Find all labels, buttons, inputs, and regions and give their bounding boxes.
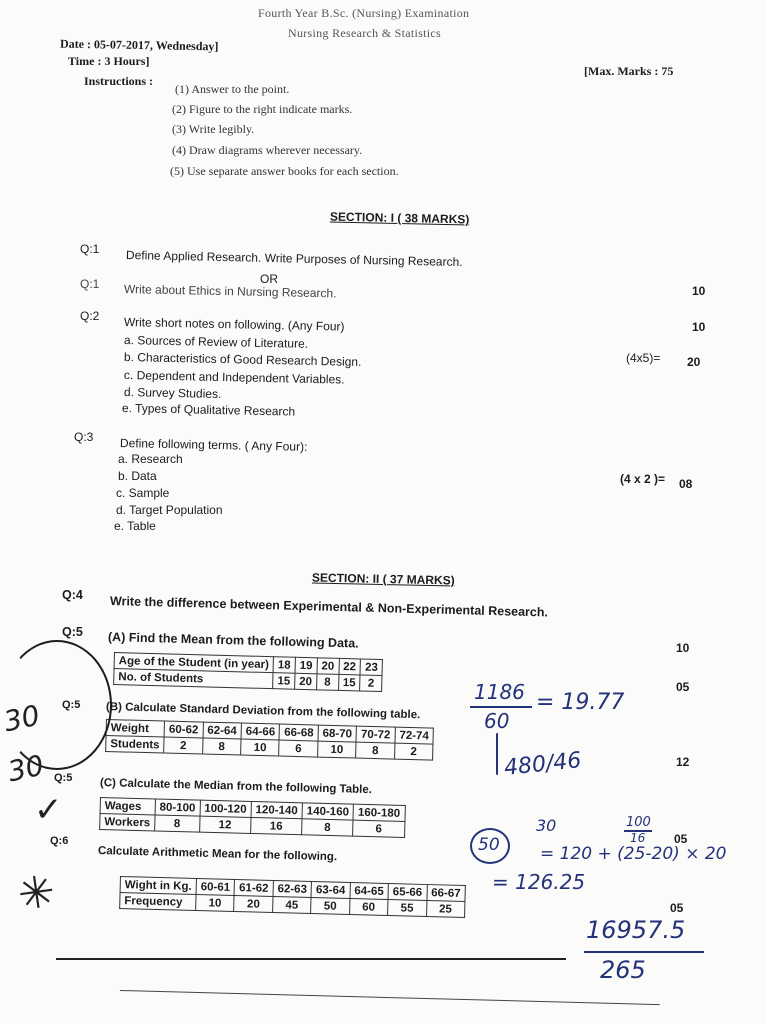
table-cell: 80-100 [155, 799, 200, 816]
hand-margin-30a: 30 [0, 698, 43, 739]
table-cell: 15 [338, 674, 360, 691]
q1-alt-text: Write about Ethics in Nursing Research. [123, 282, 337, 301]
table-cell: 12 [199, 816, 251, 833]
hand-q5c-top: 30 [536, 816, 557, 835]
exam-title: Fourth Year B.Sc. (Nursing) Examination [258, 6, 470, 20]
q4-text: Write the difference between Experimental & Non-Experimental Research. [109, 594, 549, 620]
q2-total: 20 [687, 355, 701, 369]
section-2-title: SECTION: II ( 37 MARKS) [311, 570, 455, 588]
bottom-rule [56, 958, 566, 960]
instruction-item: (1) Answer to the point. [175, 82, 290, 96]
q2-marks: 10 [692, 320, 706, 334]
table-cell: 8 [154, 815, 199, 832]
table-cell: 72-74 [395, 727, 434, 744]
q3-total: 08 [679, 477, 693, 491]
table-cell: 10 [241, 739, 280, 756]
table-cell: 2 [394, 743, 433, 760]
q3-item: c. Sample [116, 486, 170, 500]
table-label: Wight in Kg. [120, 877, 196, 895]
table-cell: 68-70 [318, 725, 357, 742]
table-cell: 19 [295, 657, 317, 674]
q4-marks: 10 [676, 641, 690, 655]
table-cell: 16 [250, 817, 302, 834]
table-cell: 20 [234, 896, 273, 913]
q5b-number: Q:5 [62, 699, 81, 711]
hand-q5a-fraction-bar [470, 706, 532, 708]
hand-q5a-numerator: 1186 [474, 680, 525, 704]
q2-item: c. Dependent and Independent Variables. [123, 368, 345, 387]
exam-time: Time : 3 Hours] [68, 54, 150, 68]
hand-star-icon: ✳ [14, 865, 59, 922]
table-cell: 60-61 [196, 879, 235, 896]
q2-item: e. Types of Qualitative Research [121, 401, 296, 419]
q1-or: OR [260, 272, 278, 286]
section-1-title: SECTION: I ( 38 MARKS) [329, 209, 470, 227]
hand-margin-30b: 30 [4, 748, 47, 789]
q5a-table [113, 652, 383, 692]
instruction-item: (2) Figure to the right indicate marks. [172, 102, 353, 116]
q5c-text: (C) Calculate the Median from the following Table. [99, 777, 373, 797]
hand-q6-fraction-bar [584, 951, 704, 953]
q6-table [119, 876, 466, 918]
q2-item: d. Survey Studies. [123, 385, 222, 402]
table-cell: 55 [388, 900, 427, 917]
table-cell: 120-140 [251, 801, 303, 818]
instruction-item: (5) Use separate answer books for each section. [170, 164, 399, 178]
table-cell: 60-62 [164, 721, 203, 738]
q5c-number: Q:5 [54, 772, 73, 784]
max-marks: [Max. Marks : 75 [584, 64, 674, 78]
table-cell: 64-65 [350, 883, 389, 900]
q5c-table [99, 797, 405, 838]
table-cell: 62-64 [203, 722, 242, 739]
hand-q5c-circle-text: 50 [478, 835, 500, 855]
table-cell: 64-66 [241, 723, 280, 740]
hand-q5a-denominator: 60 [484, 709, 510, 733]
table-cell: 2 [360, 675, 382, 692]
hand-q5c-result: = 126.25 [492, 870, 586, 894]
q5b-marks: 12 [676, 755, 690, 769]
q1-number: Q:1 [80, 242, 100, 256]
table-cell: 22 [339, 658, 361, 675]
table-cell: 6 [353, 820, 405, 837]
table-cell: 66-67 [426, 885, 465, 902]
table-cell: 70-72 [356, 726, 395, 743]
q1-text: Define Applied Research. Write Purposes of Nursing Research. [125, 248, 463, 270]
q3-item: d. Target Population [116, 503, 223, 517]
hand-checkmark-icon: ✓ [34, 790, 63, 830]
hand-q6-denominator: 265 [600, 956, 646, 984]
table-cell: 20 [317, 658, 339, 675]
table-cell: 6 [279, 740, 318, 757]
hand-q5c-frac-num: 100 [626, 815, 651, 830]
q3-item: b. Data [118, 469, 157, 483]
table-cell: 140-160 [302, 803, 354, 820]
instruction-item: (3) Write legibly. [172, 122, 255, 136]
q1-alt-number: Q:1 [80, 277, 100, 291]
table-cell: 61-62 [234, 880, 273, 897]
hand-q5a-result: = 19.77 [536, 690, 625, 715]
q2-calc: (4x5)= [626, 351, 661, 365]
q2-number: Q:2 [80, 309, 100, 323]
q2-item: b. Characteristics of Good Research Design. [123, 350, 362, 369]
table-cell: 20 [295, 673, 317, 690]
table-cell: 8 [316, 674, 338, 691]
q6-text: Calculate Arithmetic Mean for the following. [97, 845, 338, 864]
q2-text: Write short notes on following. (Any Four) [123, 315, 345, 334]
table-cell: 62-63 [273, 881, 312, 898]
instruction-item: (4) Draw diagrams wherever necessary. [172, 143, 363, 157]
table-label: Students [106, 736, 165, 754]
q3-calc: (4 x 2 )= [620, 472, 666, 486]
q5c-marks: 05 [674, 832, 688, 846]
q3-item: e. Table [114, 519, 156, 533]
hand-q5c-line: = 120 + (25-20) × 20 [540, 844, 727, 864]
hand-q6-numerator: 16957.5 [586, 916, 686, 944]
table-cell: 8 [302, 819, 354, 836]
q1-marks: 10 [692, 284, 706, 298]
q5a-number: Q:5 [62, 625, 83, 639]
table-cell: 66-68 [279, 724, 318, 741]
table-label: Frequency [120, 893, 196, 911]
table-cell: 18 [273, 657, 295, 674]
table-cell: 8 [202, 738, 241, 755]
hand-q5c-frac-den: 16 [630, 831, 646, 845]
q5b-table [105, 719, 434, 761]
subject-title: Nursing Research & Statistics [288, 26, 442, 40]
table-label: Weight [106, 720, 165, 738]
table-cell: 60 [349, 899, 388, 916]
table-cell: 23 [360, 659, 382, 676]
table-cell: 10 [196, 894, 235, 911]
q6-marks: 05 [670, 901, 684, 915]
table-label: Age of the Student (in year) [114, 653, 274, 673]
table-cell: 50 [311, 898, 350, 915]
table-cell: 8 [356, 742, 395, 759]
q5b-text: (B) Calculate Standard Deviation from the following table. [105, 701, 421, 722]
q3-number: Q:3 [74, 430, 94, 444]
hand-bracket [496, 733, 499, 775]
table-cell: 2 [164, 737, 203, 754]
table-cell: 65-66 [388, 884, 427, 901]
q3-text: Define following terms. ( Any Four): [119, 436, 308, 454]
bottom-rule [120, 990, 660, 1005]
table-cell: 100-120 [200, 800, 252, 817]
q3-item: a. Research [118, 452, 183, 466]
q4-number: Q:4 [62, 588, 83, 602]
hand-q5b-answer: 480/46 [502, 748, 583, 781]
table-label: Wages [100, 798, 155, 815]
exam-date: Date : 05-07-2017, Wednesday] [59, 36, 219, 54]
table-label: No. of Students [114, 669, 274, 689]
table-cell: 63-64 [311, 882, 350, 899]
table-cell: 15 [273, 673, 295, 690]
q2-item: a. Sources of Review of Literature. [123, 333, 309, 351]
table-cell: 25 [426, 901, 465, 918]
table-cell: 45 [272, 897, 311, 914]
q5a-marks: 05 [676, 680, 690, 694]
table-cell: 160-180 [353, 804, 405, 821]
q6-number: Q:6 [50, 835, 69, 847]
instructions-label: Instructions : [84, 74, 154, 88]
q5a-text: (A) Find the Mean from the following Data. [107, 630, 359, 651]
table-label: Workers [100, 814, 155, 831]
table-cell: 10 [317, 741, 356, 758]
